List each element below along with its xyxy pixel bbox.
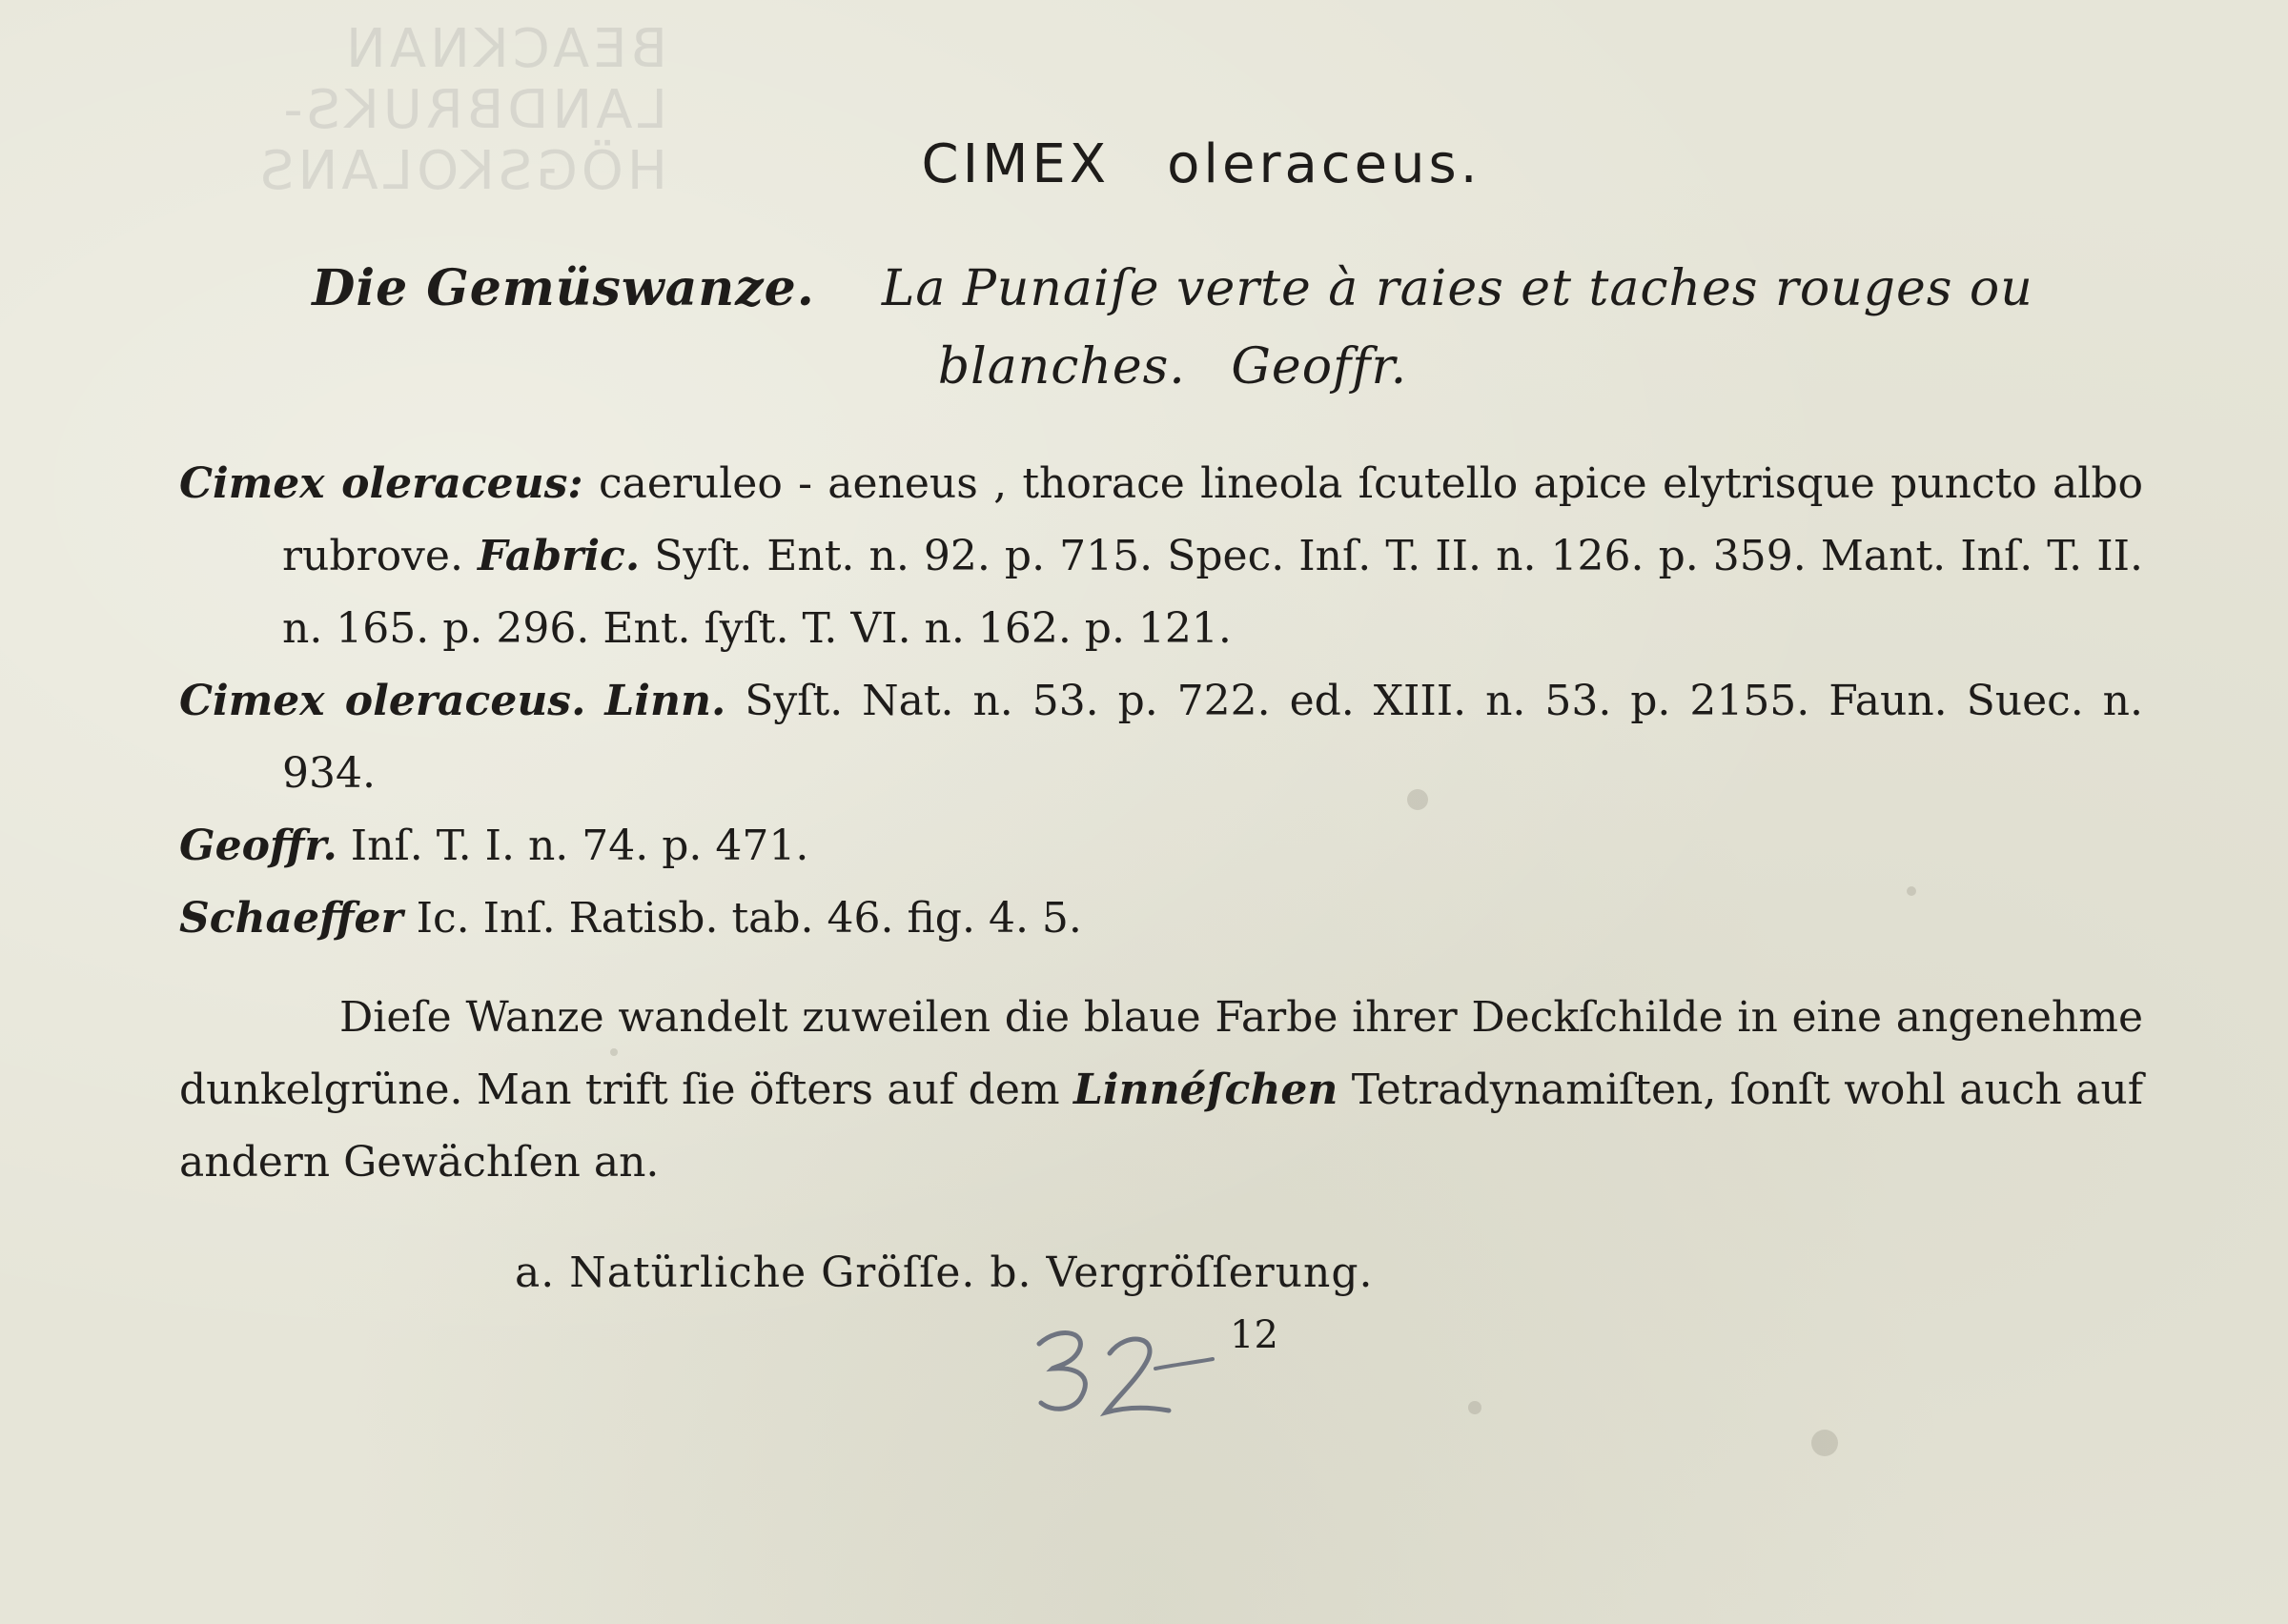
reference-author: Fabric. (478, 532, 641, 580)
paper-speck (1468, 1401, 1481, 1414)
reference-author: Linn. (604, 677, 726, 725)
pencil-note-32 (1032, 1315, 1222, 1430)
paper-speck (610, 1048, 618, 1056)
description-emphasis: Linnéſchen (1072, 1066, 1338, 1114)
reference-citation: Syſt. Nat. n. 53. p. 722. ed. XIII. n. 53. p. 2155. Faun. Suec. n. 934. (282, 677, 2143, 798)
reference-entry (179, 883, 2143, 955)
reference-name: Cimex oleraceus: (179, 459, 583, 508)
description-paragraph (179, 982, 2143, 1199)
description-text: Dieſe Wanze wandelt zuweilen die blaue Farbe ihrer Deckſchilde in eine angenehme dunkelgrüne. Man trift ſie öfters auf dem (179, 993, 2143, 1114)
bleed-through-line: BEACKNAN (341, 18, 667, 80)
paper-speck (1407, 789, 1428, 810)
species-title (0, 133, 2288, 195)
reference-text: Ic. Inſ. Ratisb. tab. 46. fig. 4. 5. (402, 894, 1082, 943)
reference-entry (179, 448, 2143, 665)
german-common-name: Die Gemüswanze. (312, 259, 815, 317)
figure-caption: a. Natürliche Gröſſe. b. Vergröſſerung. (515, 1248, 1374, 1297)
reference-text: Inſ. T. I. n. 74. p. 471. (337, 822, 809, 870)
paper-speck (1811, 1430, 1838, 1456)
page-number: 12 (1230, 1313, 1278, 1357)
reference-text (585, 677, 604, 725)
reference-entry (179, 810, 2143, 883)
french-common-name: La Punaiſe verte à raies et taches rouges ou blanches. (881, 260, 2033, 396)
reference-name: Cimex oleraceus. (179, 677, 586, 725)
description-text: Tetradynamiſten, ſonſt wohl auch auf andern Gewächſen an. (179, 1066, 2143, 1187)
reference-name: Schaeffer (179, 894, 403, 943)
common-names (257, 250, 2088, 406)
reference-list (179, 448, 2143, 955)
reference-name: Geoffr. (179, 822, 337, 870)
reference-entry (179, 665, 2143, 810)
genus-name: CIMEX (921, 133, 1111, 195)
bleed-through-line: LANDBRUKS- (279, 79, 667, 141)
paper-speck (1907, 886, 1916, 896)
french-name-author: Geoffr. (1231, 338, 1408, 396)
bleed-through-line: HÖGSKOLANS (255, 140, 667, 202)
reference-text: caeruleo - aeneus , thorace lineola ſcutello apice elytrisque puncto albo rubrove. (282, 459, 2144, 580)
species-epithet: oleraceus. (1167, 133, 1481, 195)
reference-citation: Syſt. Ent. n. 92. p. 715. Spec. Inſ. T. II. n. 126. p. 359. Mant. Inſ. T. II. n. 165. p. 296. Ent. ſyſt. T. VI. n. 162. p. 121. (282, 532, 2143, 653)
